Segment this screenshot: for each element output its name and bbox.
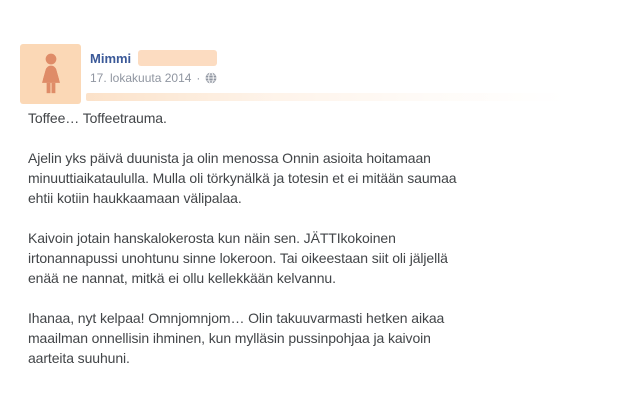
- post-line: minuuttiaikataululla. Mulla oli törkynälkä ja totesin et ei mitään saumaa: [28, 170, 457, 186]
- post-line: irtonannapussi unohtunu sinne lokeroon. Tai oikeestaan siit oli jäljellä: [28, 250, 448, 266]
- post-header: [90, 50, 217, 66]
- post-line: Ajelin yks päivä duunista ja olin menossa Onnin asioita hoitamaan: [28, 150, 431, 166]
- post-line: Ihanaa, nyt kelpaa! Omnjomnjom… Olin takuuvarmasti hetken aikaa: [28, 310, 445, 326]
- post-meta: [90, 71, 217, 85]
- redacted-surname-overlay: [138, 50, 217, 66]
- post-line: aarteita suuhuni.: [28, 350, 130, 366]
- author-name-link[interactable]: Mimmi: [90, 50, 132, 66]
- post-line: ehtii kotiin haukkaamaan välipalaa.: [28, 190, 242, 206]
- post-line: maailman onnellisin ihminen, kun mylläsin pussinpohjaa ja kaivoin: [28, 330, 431, 346]
- post-text: [28, 108, 628, 368]
- post-line: enää ne nannat, mitkä ei ollu kellekkään kelvannu.: [28, 270, 336, 286]
- post-timestamp-link[interactable]: 17. lokakuuta 2014: [90, 71, 192, 85]
- post-line: Kaivoin jotain hanskalokerosta kun näin sen. JÄTTIkokoinen: [28, 230, 396, 246]
- post-line: Toffee… Toffeetrauma.: [28, 110, 167, 126]
- female-silhouette-icon: [28, 48, 74, 100]
- meta-separator-dot: ·: [196, 71, 201, 85]
- privacy-globe-icon: [205, 72, 217, 84]
- redacted-meta-blur: [86, 93, 566, 101]
- profile-avatar[interactable]: [20, 44, 81, 104]
- post-paragraph: [28, 108, 628, 128]
